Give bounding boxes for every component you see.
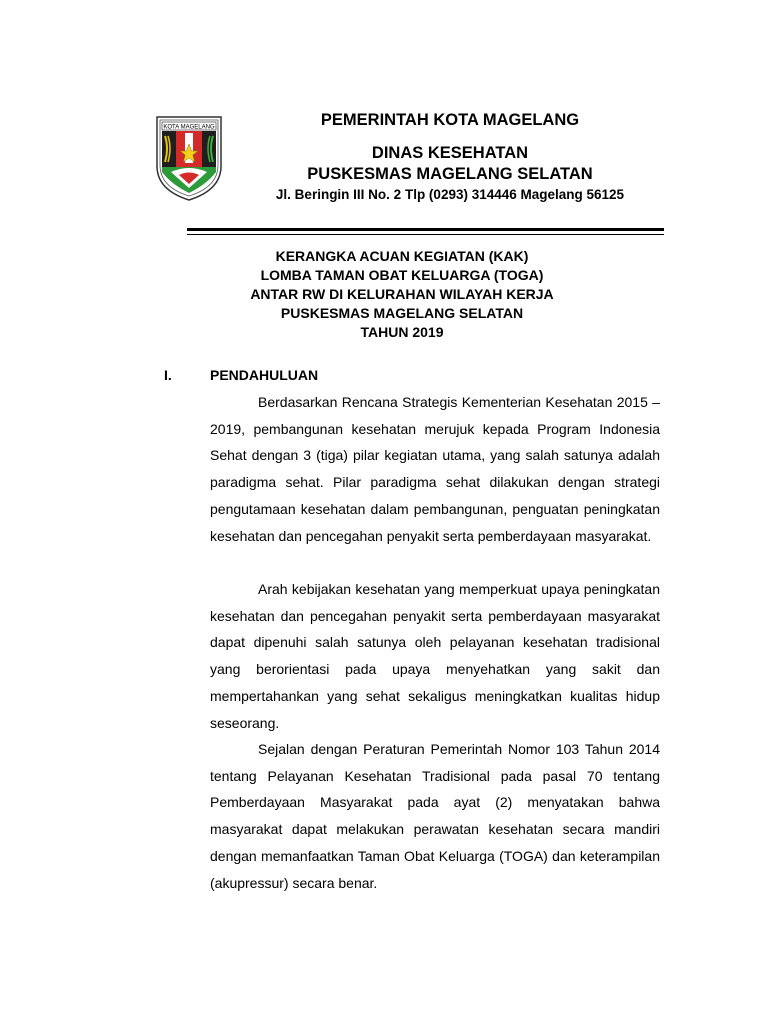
unit-name: PUSKESMAS MAGELANG SELATAN (307, 165, 593, 183)
title-line: LOMBA TAMAN OBAT KELUARGA (TOGA) (260, 267, 544, 283)
document-title (160, 247, 644, 342)
letterhead-divider-thick (187, 228, 664, 231)
paragraph: Sejalan dengan Peraturan Pemerintah Nomor 103 Tahun 2014 tentang Pelayanan Kesehatan Tradisional pada pasal 70 tentang Pemberdayaan Masyarakat pada ayat (2) menyatakan bahwa masyarakat dapat melakukan perawatan kesehatan secara mandiri dengan memanfaatkan Taman Obat Keluarga (TOGA) dan keterampilan (akupressur) secara benar. (210, 741, 660, 891)
title-line: KERANGKA ACUAN KEGIATAN (KAK) (275, 248, 529, 264)
department-name: DINAS KESEHATAN (371, 144, 529, 162)
section-heading: PENDAHULUAN (210, 367, 319, 383)
office-address: Jl. Beringin III No. 2 Tlp (0293) 314446 Magelang 56125 (275, 187, 625, 202)
title-line: ANTAR RW DI KELURAHAN WILAYAH KERJA (250, 286, 554, 302)
section-number: I. (164, 367, 172, 383)
letterhead-divider-thin (187, 234, 664, 235)
title-line: PUSKESMAS MAGELANG SELATAN (280, 305, 524, 321)
government-name: PEMERINTAH KOTA MAGELANG (320, 111, 580, 129)
paragraph: Arah kebijakan kesehatan yang memperkuat upaya peningkatan kesehatan dan pencegahan penyakit serta pemberdayaan masyarakat dapat dipenuhi salah satunya oleh pelayanan kesehatan tradisional yang berorientasi pada upaya menyehatkan yang sakit dan mempertahankan yang sehat sekaligus meningkatkan kualitas hidup seseorang. (210, 581, 660, 731)
paragraph: Berdasarkan Rencana Strategis Kementerian Kesehatan 2015 – 2019, pembangunan kesehatan merujuk kepada Program Indonesia Sehat dengan 3 (tiga) pilar kegiatan utama, yang salah satunya adalah paradigma sehat. Pilar paradigma sehat dilakukan dengan strategi pengutamaan kesehatan dalam pembangunan, penguatan peningkatan kesehatan dan pencegahan penyakit serta pemberdayaan masyarakat. (210, 394, 660, 544)
svg-text:KOTA MAGELANG: KOTA MAGELANG (163, 124, 215, 131)
title-line: TAHUN 2019 (360, 324, 444, 340)
